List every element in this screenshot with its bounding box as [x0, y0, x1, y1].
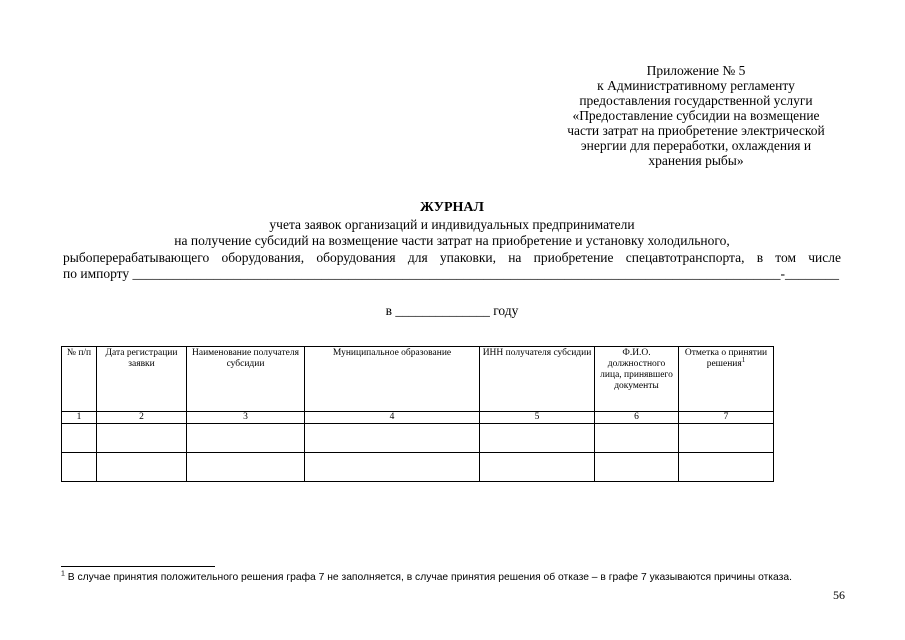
- title-word: спецавтотранспорта,: [625, 249, 745, 265]
- table-cell: [97, 424, 187, 453]
- title-word: том: [775, 249, 797, 265]
- journal-heading: ЖУРНАЛ: [420, 200, 484, 215]
- title-line-justified: [63, 250, 841, 267]
- header-registration-date: Дата регистрации заявки: [97, 347, 187, 412]
- footnote-text: В случае принятия положительного решения графа 7 не заполняется, в случае принятия решения об отказе – в графе 7 указываются причины отказа.: [64, 572, 792, 583]
- table-cell: [62, 453, 97, 482]
- appendix-line: энергии для переработки, охлаждения и: [580, 138, 812, 153]
- year-line: в ______________ году: [385, 303, 519, 318]
- table-cell: [595, 453, 679, 482]
- table-cell: [305, 453, 480, 482]
- column-number: 4: [305, 412, 480, 424]
- title-word: упаковки,: [439, 249, 496, 265]
- appendix-line: предоставления государственной услуги: [579, 93, 813, 108]
- title-word: приобретение: [533, 249, 614, 265]
- header-inn: ИНН получателя субсидии: [480, 347, 595, 412]
- appendix-line: Приложение № 5: [646, 63, 746, 78]
- title-line: на получение субсидий на возмещение части затрат на приобретение и установку холодильного,: [174, 233, 730, 248]
- table-cell: [679, 453, 774, 482]
- table-cell: [97, 453, 187, 482]
- title-word: числе: [808, 249, 841, 265]
- column-number: 3: [187, 412, 305, 424]
- journal-title-block: [63, 200, 841, 283]
- footnote-mark: 1: [61, 570, 65, 578]
- footnote-mark: 1: [741, 355, 746, 364]
- table-cell: [480, 453, 595, 482]
- footnote-separator: [61, 566, 215, 567]
- header-municipality: Муниципальное образование: [305, 347, 480, 412]
- table-header-row: [62, 347, 774, 412]
- table-cell: [595, 424, 679, 453]
- page-number: 56: [833, 588, 845, 602]
- journal-table: [61, 346, 774, 482]
- table-cell: [187, 424, 305, 453]
- column-number: 5: [480, 412, 595, 424]
- table-row: [62, 424, 774, 453]
- footnote: [61, 572, 851, 583]
- appendix-line: к Административному регламенту: [597, 78, 795, 93]
- appendix-line: хранения рыбы»: [648, 153, 744, 168]
- appendix-block: [540, 63, 852, 168]
- column-number: 2: [97, 412, 187, 424]
- column-numbers-row: [62, 412, 774, 424]
- table-row: [62, 453, 774, 482]
- column-number: 1: [62, 412, 97, 424]
- table-cell: [62, 424, 97, 453]
- title-word: рыбоперерабатывающего: [63, 249, 210, 265]
- title-word: на: [508, 249, 522, 265]
- column-number: 7: [679, 412, 774, 424]
- title-line: учета заявок организаций и индивидуальных предприниматели: [269, 216, 635, 232]
- title-word: для: [407, 249, 428, 265]
- appendix-line: части затрат на приобретение электрической: [567, 123, 825, 138]
- header-decision-mark: [679, 347, 774, 412]
- title-word: оборудования: [316, 249, 396, 265]
- table-cell: [187, 453, 305, 482]
- table-cell: [679, 424, 774, 453]
- title-word: в: [756, 249, 764, 265]
- title-line-import: по импорту ________________________________________________________________________________________________-________: [63, 266, 840, 281]
- header-decision-text: Отметка о принятии решения: [684, 348, 768, 369]
- header-official-name: Ф.И.О. должностного лица, принявшего документы: [595, 347, 679, 412]
- header-recipient-name: Наименование получателя субсидии: [187, 347, 305, 412]
- table-cell: [480, 424, 595, 453]
- title-word: оборудования,: [221, 249, 305, 265]
- appendix-line: «Предоставление субсидии на возмещение: [572, 108, 820, 123]
- header-number: № п/п: [62, 347, 97, 412]
- column-number: 6: [595, 412, 679, 424]
- table-cell: [305, 424, 480, 453]
